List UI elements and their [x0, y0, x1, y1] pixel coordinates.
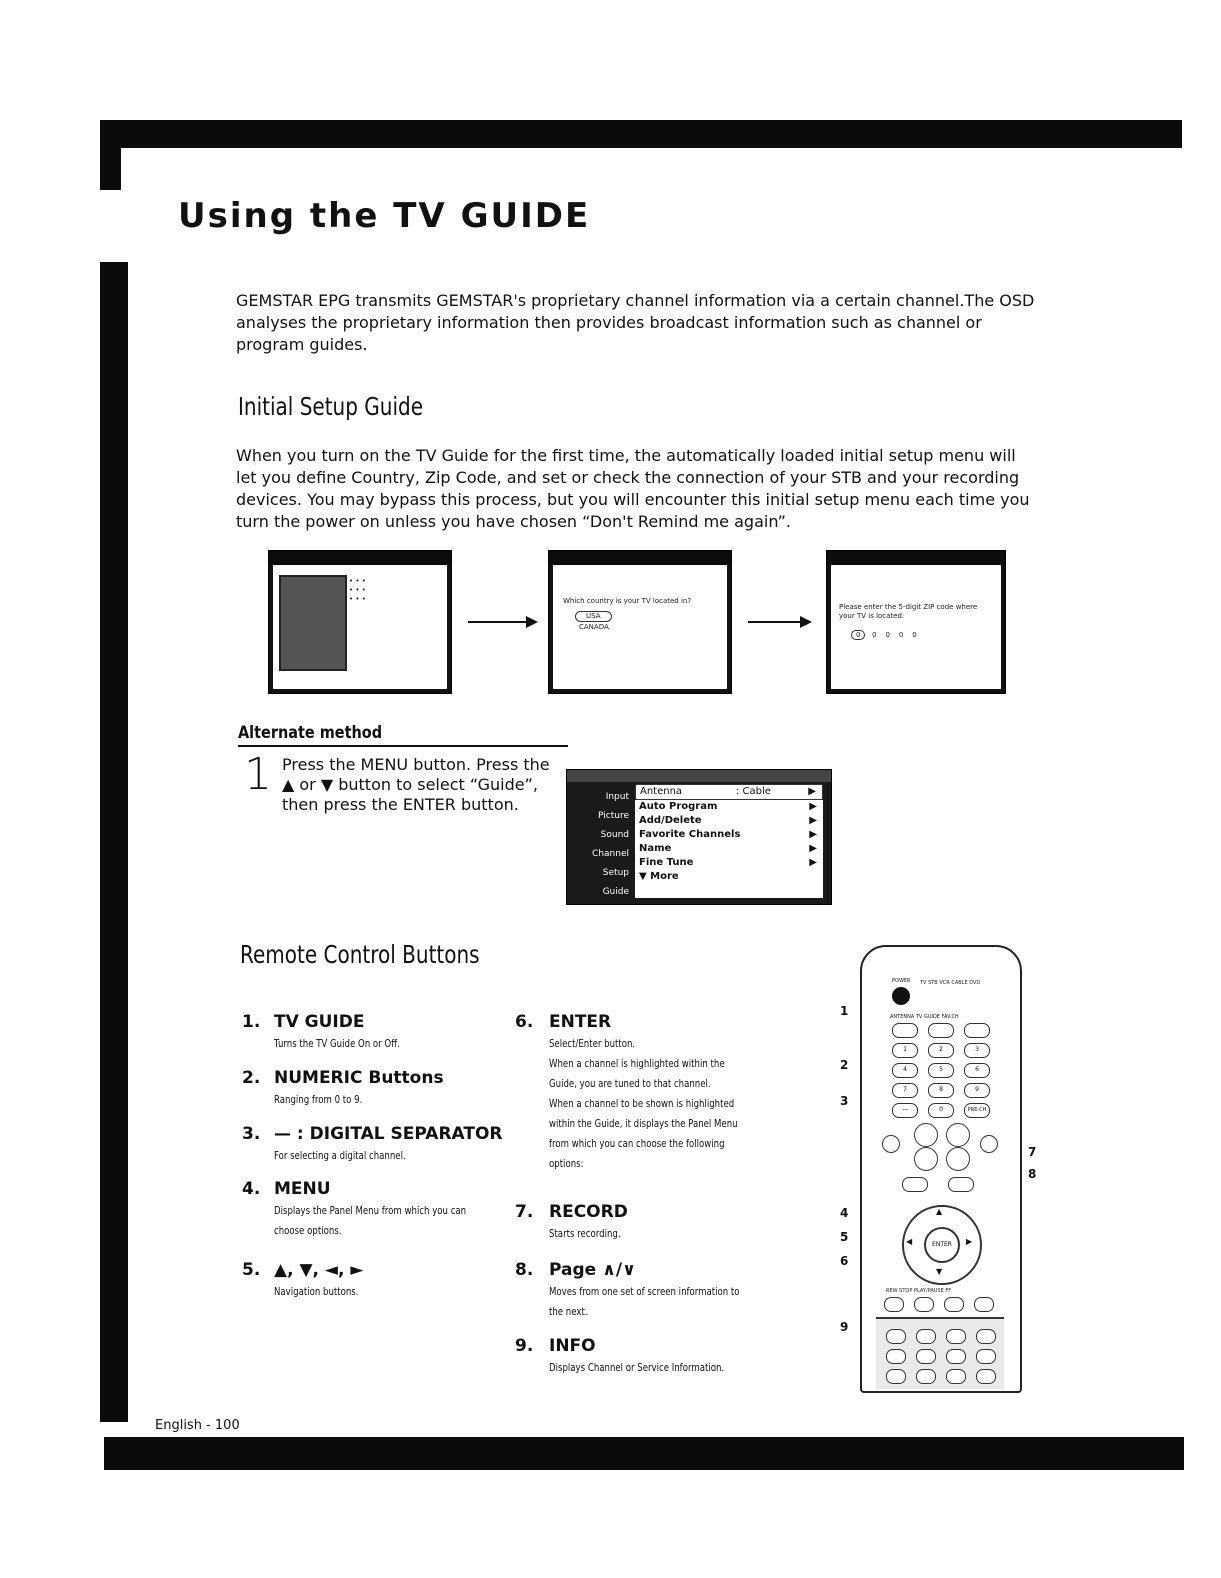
callout-marker: 6: [840, 1254, 849, 1268]
menu-item[interactable]: Add/Delete ▶: [639, 815, 817, 826]
number-button[interactable]: 1: [892, 1043, 918, 1058]
zip-digit: 0: [872, 631, 877, 639]
channel-menu-screenshot: [566, 769, 832, 905]
channel-button[interactable]: [946, 1147, 970, 1171]
pre-ch-button[interactable]: PRE-CH: [964, 1103, 990, 1118]
number-button[interactable]: 9: [964, 1083, 990, 1098]
zip-digit: 0: [912, 631, 917, 639]
remote-buttons-heading: Remote Control Buttons: [240, 940, 480, 969]
callout-marker: 4: [840, 1206, 849, 1220]
rew-button[interactable]: [884, 1297, 904, 1312]
callout-marker: 3: [840, 1094, 849, 1108]
menu-item[interactable]: Antenna : Cable ▶: [635, 784, 823, 800]
alternate-method-heading: Alternate method: [238, 723, 383, 743]
top-black-bar: [100, 120, 1182, 148]
enter-button[interactable]: ENTER: [924, 1227, 960, 1263]
remote-button[interactable]: [946, 1369, 966, 1384]
number-button[interactable]: 8: [928, 1083, 954, 1098]
divider: [238, 745, 568, 747]
initial-setup-text: When you turn on the TV Guide for the first time, the automatically loaded initial setup menu will let you define Country, Zip Code, and set or check the connection of your STB and your recording devices. You may bypass this process, but you will encounter this initial setup menu each time you turn the power on unless you have chosen “Don't Remind me again”.: [236, 446, 1030, 531]
country-option-canada[interactable]: CANADA: [579, 623, 609, 631]
down-arrow-icon: ▼: [936, 1267, 943, 1276]
menu-side-channel: Channel: [592, 849, 629, 859]
page-button[interactable]: [976, 1369, 996, 1384]
remote-button[interactable]: [886, 1349, 906, 1364]
list-item: 1. TV GUIDE Turns the TV Guide On or Off.: [242, 1012, 400, 1050]
stop-button[interactable]: [914, 1297, 934, 1312]
play-pause-button[interactable]: [944, 1297, 964, 1312]
info-button[interactable]: [980, 1135, 998, 1153]
country-option-usa[interactable]: USA: [575, 611, 612, 622]
step-text: Press the MENU button. Press the ▲ or ▼ button to select “Guide”, then press the ENTER button.: [282, 755, 550, 814]
tv-graphic: [279, 575, 347, 671]
list-item: 7. RECORD Starts recording.: [515, 1202, 628, 1240]
remote-button[interactable]: [886, 1329, 906, 1344]
record-button[interactable]: [916, 1349, 936, 1364]
power-label: POWER: [892, 978, 911, 984]
list-item: 9. INFO Displays Channel or Service Information.: [515, 1336, 725, 1374]
intro-paragraph: GEMSTAR EPG transmits GEMSTAR's proprietary channel information via a certain channel.The OSD analyses the proprietary information then provides broadcast information such as channel or program guides.: [236, 291, 1035, 354]
mute-button[interactable]: [882, 1135, 900, 1153]
remote-button[interactable]: [976, 1349, 996, 1364]
page-title: Using the TV GUIDE: [178, 196, 591, 236]
arrow-right-icon: [748, 621, 810, 623]
power-button[interactable]: [892, 987, 910, 1005]
number-button[interactable]: 6: [964, 1063, 990, 1078]
page-button[interactable]: [886, 1369, 906, 1384]
zip-digit: 0: [885, 631, 890, 639]
remote-button[interactable]: [976, 1329, 996, 1344]
number-button[interactable]: 4: [892, 1063, 918, 1078]
channel-button[interactable]: [946, 1123, 970, 1147]
remote-button[interactable]: [946, 1349, 966, 1364]
country-question: Which country is your TV located in?: [563, 597, 692, 605]
ff-button[interactable]: [974, 1297, 994, 1312]
row1-labels: ANTENNA TV GUIDE FAV.CH: [890, 1014, 959, 1020]
setup-screen-welcome: • • • • • • • • •: [268, 550, 452, 694]
zip-digit: 0: [851, 630, 865, 640]
left-black-bar-top: [100, 148, 121, 190]
volume-button[interactable]: [914, 1123, 938, 1147]
left-black-bar: [100, 262, 128, 1422]
right-arrow-icon: ▶: [966, 1237, 973, 1246]
callout-marker: 9: [840, 1320, 849, 1334]
callout-marker: 8: [1028, 1167, 1037, 1181]
number-button[interactable]: 7: [892, 1083, 918, 1098]
menu-side-input: Input: [605, 792, 629, 802]
menu-item[interactable]: Fine Tune ▶: [639, 857, 817, 868]
list-item: 3. — : DIGITAL SEPARATOR For selecting a digital channel.: [242, 1124, 503, 1162]
initial-setup-heading: Initial Setup Guide: [238, 392, 423, 421]
left-arrow-icon: ◀: [906, 1237, 913, 1246]
antenna-button[interactable]: [892, 1023, 918, 1038]
page-number: English - 100: [155, 1418, 240, 1433]
menu-item[interactable]: ▼ More: [639, 871, 679, 882]
fav-ch-button[interactable]: [964, 1023, 990, 1038]
setup-screen-zip: [826, 550, 1006, 694]
remote-button[interactable]: [916, 1369, 936, 1384]
step-number: 1: [244, 749, 272, 800]
bottom-black-bar: [104, 1437, 1184, 1470]
menu-side-picture: Picture: [598, 811, 629, 821]
menu-item[interactable]: Name ▶: [639, 843, 817, 854]
number-button[interactable]: 0: [928, 1103, 954, 1118]
number-button[interactable]: 5: [928, 1063, 954, 1078]
remote-lower-panel: [876, 1317, 1004, 1389]
callout-marker: 7: [1028, 1145, 1037, 1159]
mode-labels: TV STB VCR CABLE DVD: [920, 980, 981, 986]
zip-prompt: Please enter the 5-digit ZIP code where your TV is located:: [839, 603, 978, 620]
menu-button[interactable]: [902, 1177, 928, 1192]
callout-marker: 2: [840, 1058, 849, 1072]
arrow-right-icon: [468, 621, 536, 623]
list-item: 6. ENTER Select/Enter button. When a channel is highlighted within the Guide, you are tuned to that channel. When a channel to be shown is highlighted within the Guide, it displays the Panel Menu from which you can choose the following options:: [515, 1012, 738, 1170]
callout-marker: 5: [840, 1230, 849, 1244]
remote-button[interactable]: [946, 1329, 966, 1344]
digital-separator-button[interactable]: —: [892, 1103, 918, 1118]
list-item: 8. Page ∧/∨ Moves from one set of screen information to the next.: [515, 1260, 740, 1318]
number-button[interactable]: 2: [928, 1043, 954, 1058]
tv-guide-button[interactable]: [928, 1023, 954, 1038]
number-button[interactable]: 3: [964, 1043, 990, 1058]
list-item: 2. NUMERIC Buttons Ranging from 0 to 9.: [242, 1068, 444, 1106]
menu-side-setup: Setup: [602, 868, 629, 878]
list-item: 4. MENU Displays the Panel Menu from which you can choose options.: [242, 1179, 467, 1237]
callout-marker: 1: [840, 1004, 849, 1018]
up-arrow-icon: ▲: [936, 1207, 943, 1216]
setup-screen-country: [548, 550, 732, 694]
menu-item[interactable]: Auto Program ▶: [639, 801, 817, 812]
menu-side-sound: Sound: [600, 830, 629, 840]
menu-side-guide: Guide: [602, 887, 629, 897]
transport-labels: REW STOP PLAY/PAUSE FF: [886, 1288, 952, 1294]
info-button-2[interactable]: [948, 1177, 974, 1192]
zip-digits[interactable]: [851, 631, 917, 640]
remote-button[interactable]: [916, 1329, 936, 1344]
zip-digit: 0: [898, 631, 904, 639]
list-item: 5. ▲, ▼, ◄, ► Navigation buttons.: [242, 1260, 364, 1298]
menu-list: [635, 784, 823, 898]
remote-control-illustration: [860, 945, 1022, 1393]
volume-button[interactable]: [914, 1147, 938, 1171]
menu-item[interactable]: Favorite Channels ▶: [639, 829, 817, 840]
